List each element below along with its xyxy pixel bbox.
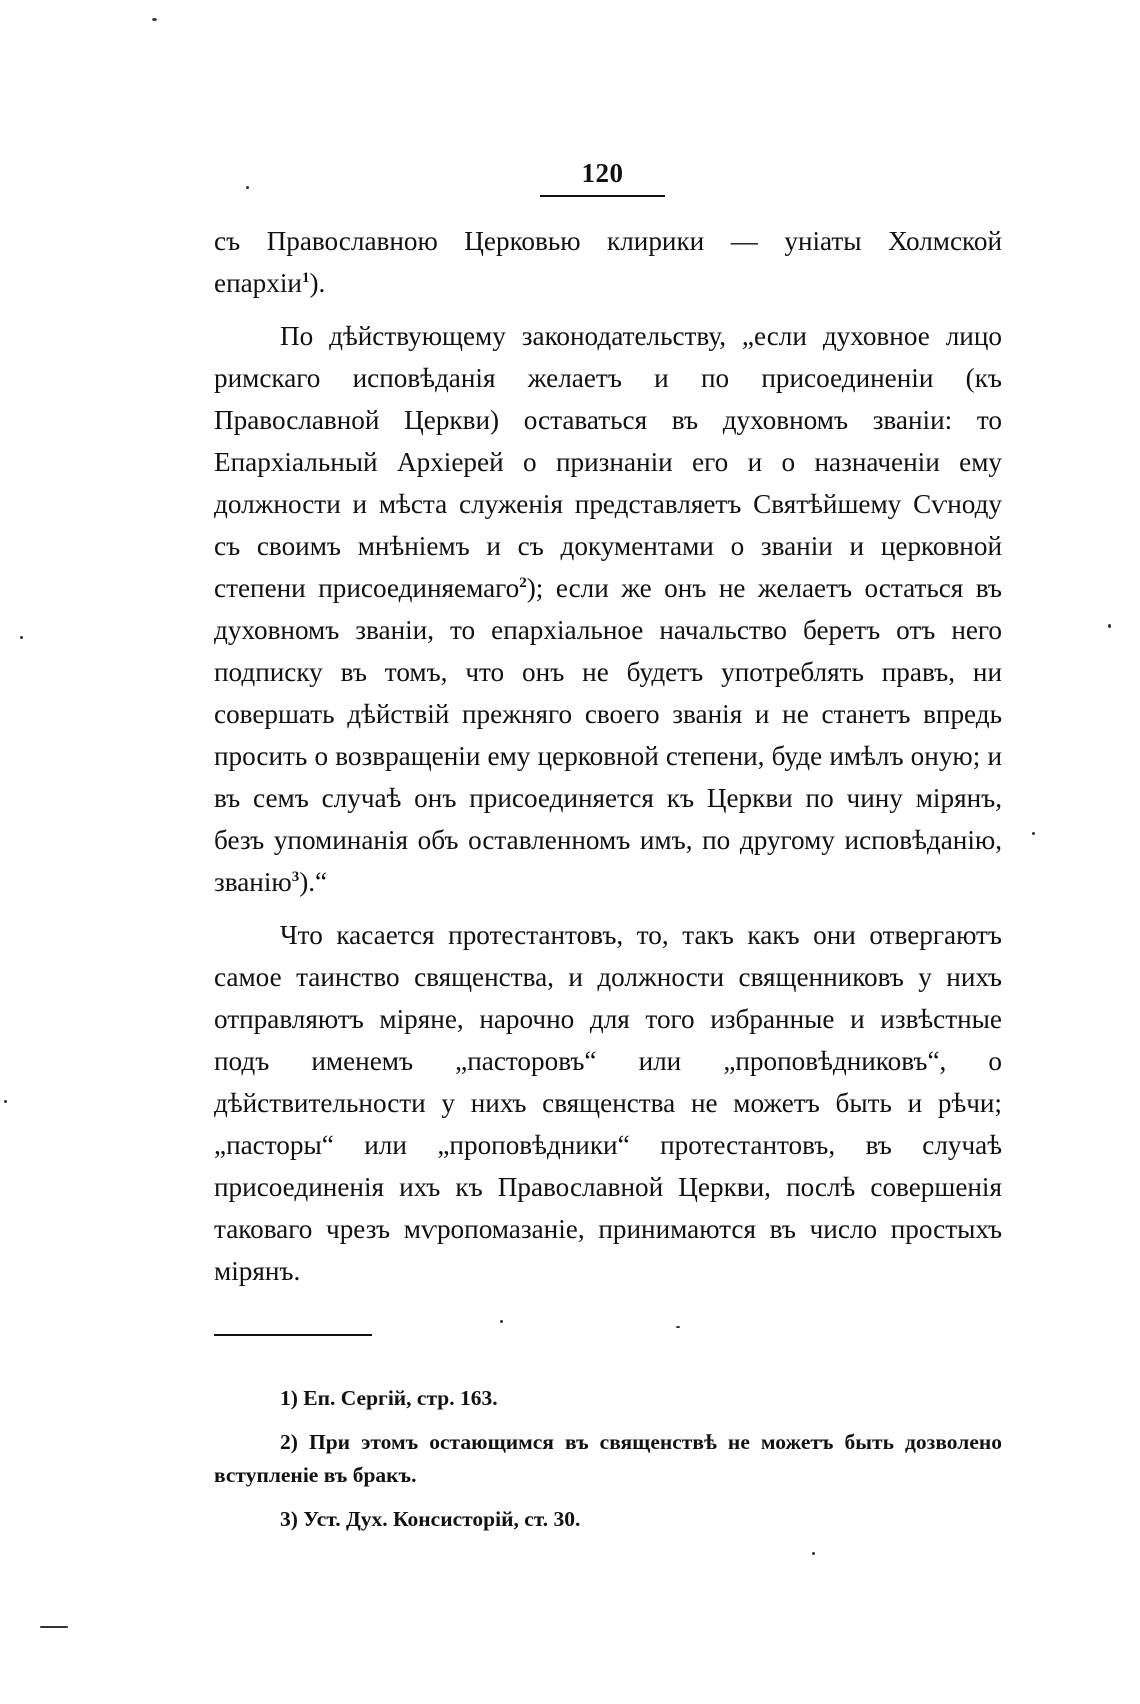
footnote-ref-2: 2: [519, 574, 527, 591]
body-text: [214, 220, 1002, 1303]
footnote-separator: [214, 1334, 372, 1336]
paragraph-2-text-c: ).“: [299, 867, 328, 897]
scan-speck: [1032, 832, 1035, 835]
footnote-1: 1) Еп. Сергій, стр. 163.: [280, 1386, 498, 1410]
paragraph-1-end: ).: [309, 268, 326, 298]
scan-speck: [676, 1326, 680, 1328]
scan-speck: [246, 186, 249, 189]
paragraph-2: [214, 315, 1002, 903]
paragraph-1: [214, 220, 1002, 304]
footnote-ref-3: 3: [291, 868, 300, 885]
page-number: 120: [581, 158, 624, 188]
scan-speck: [40, 1626, 68, 1628]
page-number-underline: [540, 195, 665, 197]
scan-speck: [20, 636, 23, 639]
scan-speck: [1108, 624, 1111, 628]
paragraph-3: Что касается протестантовъ, то, такъ какъ они отвергаютъ самое таинство священства, и должности священниковъ у нихъ отправляютъ міряне, нарочно для того избранные и извѣстные подъ именемъ „пасторовъ“ или „проповѣдниковъ“, о дѣйствительности у нихъ священства не можетъ быть и рѣчи; „пасторы“ или „проповѣдники“ протестантовъ, въ случаѣ присоединенія ихъ къ Православной Церкви, послѣ совершенія таковаго чрезъ мѵропомазаніе, принимаются въ число простыхъ мірянъ.: [214, 920, 1002, 1286]
scan-speck: [152, 18, 157, 21]
paragraph-1-text: съ Православною Церковью клирики — уніаты Холмской епархіи: [214, 226, 1002, 298]
footnote-3: 3) Уст. Дух. Консисторій, ст. 30.: [280, 1507, 581, 1531]
footnotes: [214, 1382, 1002, 1547]
footnote-ref-1: 1: [301, 269, 310, 286]
scan-speck: [4, 1100, 7, 1103]
footnote-2: 2) При этомъ остающимся въ священствѣ не можетъ быть дозволено вступленіе въ бракъ.: [214, 1430, 1002, 1487]
paragraph-2-text-a: По дѣйствующему законодательству, „если духовное лицо римскаго исповѣданія желаетъ и по присоединеніи (къ Православной Церкви) оставаться въ духовномъ званіи: то Епархіальный Архіерей о признаніи его и о назначеніи ему должности и мѣста служенія представляетъ Святѣйшему Сѵноду съ своимъ мнѣніемъ и съ документами о званіи и церковной степени присоединяемаго: [214, 321, 1002, 603]
scan-speck: [812, 1552, 815, 1555]
scan-speck: [500, 1320, 503, 1323]
paragraph-2-text-b: ); если же онъ не желаетъ остаться въ духовномъ званіи, то епархіальное начальство беретъ отъ него подписку въ томъ, что онъ не будетъ употреблять правъ, ни совершать дѣйствій прежняго своего званія и не станетъ впредь просить о возвращеніи ему церковной степени, буде имѣлъ оную; и въ семъ случаѣ онъ присоединяется къ Церкви по чину мірянъ, безъ упоминанія объ оставленномъ имъ, по другому исповѣданію, званію: [214, 573, 1002, 897]
